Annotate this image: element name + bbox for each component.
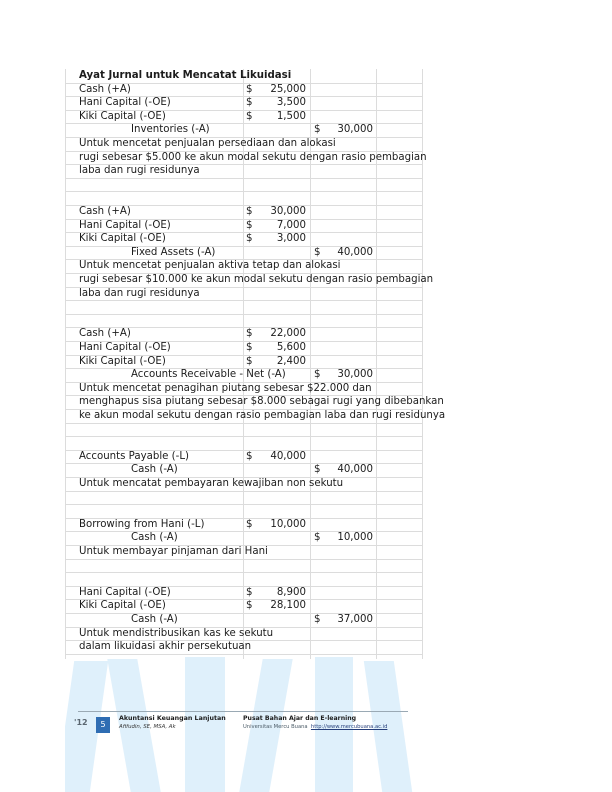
entry-description: rugi sebesar $10.000 ke akun modal sekutu dengan rasio pembagian <box>79 274 434 285</box>
entry-description: menghapus sisa piutang sebesar $8.000 sebagai rugi yang dibebankan <box>79 396 444 408</box>
journal-line <box>65 586 423 601</box>
description-line <box>65 545 423 560</box>
debit-currency: $ <box>246 110 253 122</box>
debit-amount: 40,000 <box>270 450 306 462</box>
page-footer <box>74 711 408 734</box>
account-name: Borrowing from Hani (-L) <box>79 518 205 530</box>
debit-currency: $ <box>246 355 253 367</box>
debit-amount: 10,000 <box>270 518 306 530</box>
journal-line <box>65 341 423 356</box>
account-name: Accounts Receivable - Net (-A) <box>131 369 286 381</box>
blank-row <box>65 178 423 193</box>
blank-row <box>65 423 423 438</box>
journal-line <box>65 355 423 370</box>
blank-row <box>65 572 423 587</box>
description-line <box>65 151 427 166</box>
footer-course-title: Akuntansi Keuangan Lanjutan <box>119 715 226 722</box>
footer-author: Afifudin, SE, MSA, Ak <box>119 724 176 730</box>
journal-line <box>65 232 423 247</box>
journal-line <box>65 205 423 220</box>
journal-line <box>65 613 423 628</box>
description-line <box>65 287 423 302</box>
journal-line <box>65 327 423 342</box>
account-name: Inventories (-A) <box>131 124 210 136</box>
credit-currency: $ <box>314 464 321 476</box>
debit-currency: $ <box>246 450 253 462</box>
journal-line <box>65 83 423 98</box>
debit-amount: 30,000 <box>270 206 306 217</box>
entry-description: Untuk mencetat penagihan piutang sebesar $22.000 dan <box>79 382 372 394</box>
journal-line <box>65 518 423 533</box>
credit-currency: $ <box>314 532 321 544</box>
account-name: Cash (-A) <box>131 464 178 476</box>
debit-amount: 3,500 <box>276 97 306 109</box>
entry-description: laba dan rugi residunya <box>79 287 200 299</box>
footer-year: '12 <box>74 718 88 727</box>
description-line <box>65 259 423 274</box>
debit-currency: $ <box>246 219 253 231</box>
blank-row <box>65 491 423 506</box>
footer-university-url: Universitas Mercu Buana http://www.mercubuana.ac.id <box>243 724 388 730</box>
journal-title: Ayat Jurnal untuk Mencatat Likuidasi <box>79 70 292 81</box>
debit-amount: 8,900 <box>276 586 306 598</box>
description-line <box>65 627 423 642</box>
journal-line <box>65 123 423 138</box>
account-name: Cash (-A) <box>131 614 178 625</box>
account-name: Hani Capital (-OE) <box>79 342 171 353</box>
account-name: Hani Capital (-OE) <box>79 97 171 109</box>
debit-amount: 22,000 <box>270 328 306 340</box>
debit-currency: $ <box>246 586 253 598</box>
entry-description: Untuk mencatat pembayaran kewajiban non sekutu <box>79 478 344 489</box>
credit-amount: 30,000 <box>337 124 373 136</box>
journal-line <box>65 450 423 465</box>
debit-currency: $ <box>246 83 253 95</box>
debit-currency: $ <box>246 342 253 353</box>
journal-line <box>65 96 423 111</box>
debit-amount: 5,600 <box>276 342 306 353</box>
journal-line <box>65 110 423 125</box>
debit-amount: 28,100 <box>270 600 306 612</box>
journal-line <box>65 246 423 261</box>
account-name: Cash (+A) <box>79 206 131 217</box>
account-name: Cash (+A) <box>79 83 131 95</box>
blank-row <box>65 436 423 451</box>
debit-currency: $ <box>246 97 253 109</box>
credit-amount: 37,000 <box>337 614 373 625</box>
credit-amount: 40,000 <box>337 464 373 476</box>
debit-amount: 25,000 <box>270 83 306 95</box>
account-name: Accounts Payable (-L) <box>79 450 189 462</box>
credit-currency: $ <box>314 124 321 136</box>
credit-amount: 30,000 <box>337 369 373 381</box>
account-name: Kiki Capital (-OE) <box>79 355 166 367</box>
credit-currency: $ <box>314 246 321 258</box>
debit-currency: $ <box>246 328 253 340</box>
entry-description: Untuk mencetat penjualan aktiva tetap dan alokasi <box>79 260 341 272</box>
account-name: Hani Capital (-OE) <box>79 586 171 598</box>
blank-row <box>65 314 423 329</box>
entry-description: rugi sebesar $5.000 ke akun modal sekutu dengan rasio pembagian <box>79 151 427 163</box>
journal-line <box>65 531 423 546</box>
entry-description: laba dan rugi residunya <box>79 165 200 177</box>
account-name: Kiki Capital (-OE) <box>79 600 166 612</box>
footer-center-name: Pusat Bahan Ajar dan E-learning <box>243 715 357 722</box>
journal-line <box>65 463 423 478</box>
blank-row <box>65 504 423 519</box>
account-name: Cash (-A) <box>131 532 178 544</box>
description-line <box>65 137 423 152</box>
account-name: Cash (+A) <box>79 328 131 340</box>
description-line <box>65 477 423 492</box>
entry-description: ke akun modal sekutu dengan rasio pembagian laba dan rugi residunya <box>79 410 446 421</box>
credit-currency: $ <box>314 614 321 625</box>
account-name: Hani Capital (-OE) <box>79 219 171 231</box>
description-line <box>65 273 434 288</box>
debit-amount: 3,000 <box>276 233 306 245</box>
blank-row <box>65 559 423 574</box>
entry-description: Untuk mencetat penjualan persediaan dan alokasi <box>79 138 336 149</box>
page-number-badge: 5 <box>96 717 110 733</box>
debit-amount: 1,500 <box>276 110 306 122</box>
debit-currency: $ <box>246 600 253 612</box>
debit-amount: 7,000 <box>276 219 306 231</box>
journal-line <box>65 368 423 383</box>
debit-currency: $ <box>246 233 253 245</box>
journal-spreadsheet <box>65 69 446 659</box>
account-name: Kiki Capital (-OE) <box>79 233 166 245</box>
description-line <box>65 409 446 424</box>
blank-row <box>65 300 423 315</box>
footer-link[interactable]: http://www.mercubuana.ac.id <box>310 724 388 730</box>
debit-currency: $ <box>246 206 253 217</box>
entry-description: dalam likuidasi akhir persekutuan <box>79 641 252 653</box>
credit-amount: 40,000 <box>337 246 373 258</box>
description-line <box>65 640 423 655</box>
description-line <box>65 395 444 410</box>
entry-description: Untuk mendistribusikan kas ke sekutu <box>79 627 274 639</box>
journal-line <box>65 599 423 614</box>
blank-row <box>65 191 423 206</box>
account-name: Fixed Assets (-A) <box>131 246 216 258</box>
account-name: Kiki Capital (-OE) <box>79 110 166 122</box>
debit-amount: 2,400 <box>276 355 306 367</box>
entry-description: Untuk membayar pinjaman dari Hani <box>79 546 268 557</box>
title-row <box>65 69 423 84</box>
journal-line <box>65 219 423 234</box>
credit-currency: $ <box>314 369 321 381</box>
credit-amount: 10,000 <box>337 532 373 544</box>
description-line <box>65 382 423 397</box>
debit-currency: $ <box>246 518 253 530</box>
description-line <box>65 164 423 179</box>
